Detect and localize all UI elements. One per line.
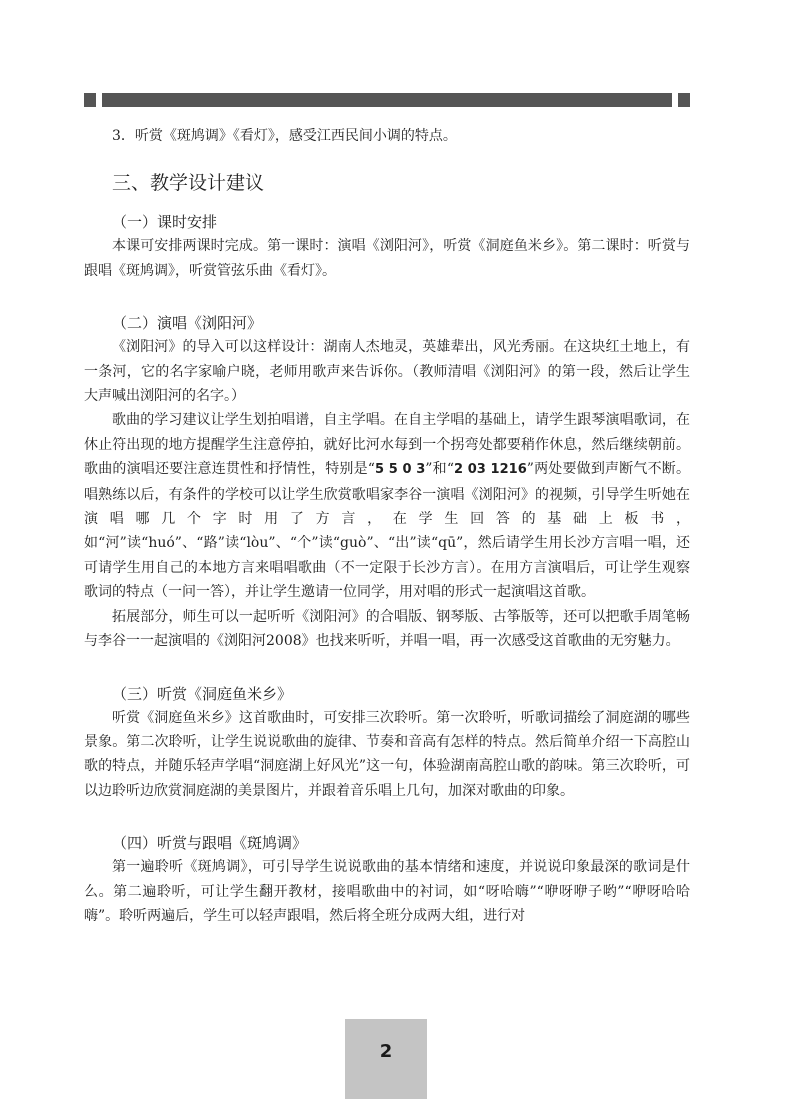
paragraph: 《浏阳河》的导入可以这样设计：湖南人杰地灵，英雄辈出，风光秀丽。在这块红土地上，有一条河，它的名字家喻户晓，老师用歌声来告诉你。（教师清唱《浏阳河》的第一段，然后让学生大声喊出浏阳河的名字。） [84, 339, 690, 405]
objective-item: 3．听赏《斑鸠调》《看灯》，感受江西民间小调的特点。 [112, 128, 457, 144]
subsection-title-schedule: （一）课时安排 [112, 213, 218, 232]
page-footer-box [345, 1019, 427, 1099]
music-notation: 5 5 0 3 [374, 462, 426, 478]
subsection-title-liuyanghe: （二）演唱《浏阳河》 [112, 314, 263, 333]
subsection-title-dongting: （三）听赏《洞庭鱼米乡》 [112, 684, 293, 703]
subsection-title-banjiudiao: （四）听赏与跟唱《斑鸠调》 [112, 834, 308, 853]
page-header-bar [84, 93, 690, 107]
paragraph: 歌曲的学习建议让学生划拍唱谱，自主学唱。在自主学唱的基础上，请学生跟琴演唱歌词，在休止符出现的地方提醒学生注意停拍，就好比河水每到一个拐弯处都要稍作休息，然后继续朝前。歌曲的演唱还要注意连贯性和抒情性，特别是“5 5 0 3”和“2 03 1216”两处要做到声断气不断。唱熟练以后，有条件的学校可以让学生欣赏歌唱家李谷一演唱《浏阳河》的视频，引导学生听她在演唱哪几个字时用了方言，在学生回答的基础上板书，如“河”读“huó”、“路”读“lòu”、“个”读“guò”、“出”读“qū”，然后请学生用长沙方言唱一唱，还可请学生用自己的本地方言来唱唱歌曲（不一定限于长沙方言）。在用方言演唱后，可让学生观察歌词的特点（一问一答），并让学生邀请一位同学，用对唱的形式一起演唱这首歌。 [84, 412, 690, 601]
section-title: 三、教学设计建议 [112, 172, 265, 195]
header-right-square [678, 93, 690, 107]
header-left-square [84, 93, 96, 107]
music-notation: 2 03 1216 [453, 462, 527, 478]
paragraph: 拓展部分，师生可以一起听听《浏阳河》的合唱版、钢琴版、古筝版等，还可以把歌手周笔畅与李谷一一起演唱的《浏阳河2008》也找来听听，并唱一唱，再一次感受这首歌曲的无穷魅力。 [84, 608, 690, 650]
page-number: 2 [379, 1041, 393, 1062]
header-rule [102, 93, 672, 107]
paragraph: 本课可安排两课时完成。第一课时：演唱《浏阳河》，听赏《洞庭鱼米乡》。第二课时：听赏与跟唱《斑鸠调》，听赏管弦乐曲《看灯》。 [84, 238, 690, 279]
paragraph: 第一遍聆听《斑鸠调》，可引导学生说说歌曲的基本情绪和速度，并说说印象最深的歌词是什么。第二遍聆听，可让学生翻开教材，接唱歌曲中的衬词，如“呀哈嗨”“咿呀咿子哟”“咿呀哈哈嗨”。聆听两遍后，学生可以轻声跟唱，然后将全班分成两大组，进行对 [84, 859, 690, 924]
paragraph: 听赏《洞庭鱼米乡》这首歌曲时，可安排三次聆听。第一次聆听，听歌词描绘了洞庭湖的哪些景象。第二次聆听，让学生说说歌曲的旋律、节奏和音高有怎样的特点。然后简单介绍一下高腔山歌的特点，并随乐轻声学唱“洞庭湖上好风光”这一句，体验湖南高腔山歌的韵味。第三次聆听，可以边聆听边欣赏洞庭湖的美景图片，并跟着音乐唱上几句，加深对歌曲的印象。 [84, 709, 690, 799]
page-content [84, 118, 690, 928]
